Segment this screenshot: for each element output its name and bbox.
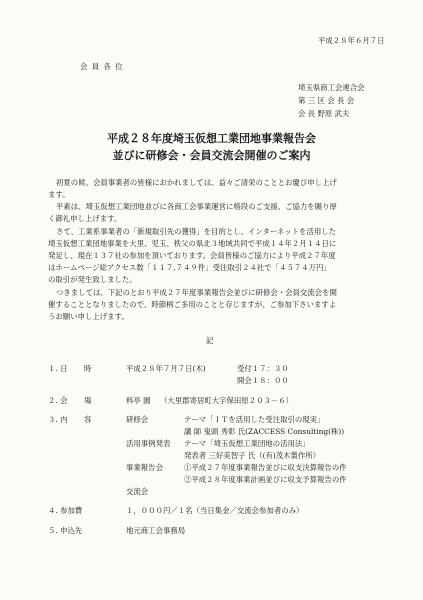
issue-date: 平成２８年６月７日	[318, 36, 385, 45]
case-study-presenter: 発表者 三好美智子 氏（(有)茂木製作所）	[184, 451, 321, 460]
text-line: く御礼申し上げます。	[48, 214, 122, 223]
reception-time: 受付１７：３０	[237, 364, 289, 373]
networking-label: 交流会	[126, 487, 149, 496]
venue-address: （大里郡寄居町大字保田原２０３－６）	[160, 396, 294, 405]
case-study-theme: テーマ「埼玉仮想工業団地の活用法」	[184, 439, 310, 448]
item-1-label: 時	[84, 364, 92, 373]
seminar-lecturer: 講 師 鬼頭 秀彰 氏(ZACCESS Consulting(株))	[184, 427, 345, 436]
text-line: さて、工業系事業者の「新規取引先の獲得」を目的とし、インターネットを活用した	[56, 227, 337, 236]
text-line: 催することとなりましたので、時節柄ご多用のことと存じますが、ご参加下さいますよ	[48, 300, 337, 309]
text-line: の取引が発生致しました。	[48, 275, 137, 284]
sender-dept: 第 三 区 会 長 会	[298, 96, 355, 105]
text-line: ます。	[48, 190, 70, 199]
sender-chair: 会 長 野原 武夫	[298, 109, 350, 118]
report-meeting-label: 事業報告会	[126, 463, 163, 472]
application-destination: 地元商工会事務局	[126, 526, 186, 535]
report-item-1: ①平成２７年度事業報告並びに収支決算報告の件	[184, 463, 347, 472]
item-3-number: ３. 内	[48, 415, 68, 424]
title-line-2: 並びに研修会・会員交流会開催のご案内	[112, 149, 311, 162]
fee-value: １，０００円／１名（当日集金／交流会参加者のみ）	[126, 506, 304, 515]
paragraph-thanks	[48, 201, 384, 225]
seminar-label: 研修会	[126, 415, 149, 424]
seminar-theme: テーマ「ＩＴを活用した受注取引の現実」	[184, 415, 325, 424]
item-2-number: ２. 会	[48, 396, 68, 405]
paragraph-greeting	[48, 177, 384, 201]
text-line: 埼玉仮想工業団地事業を大里、児玉、秩父の県北３地域共同で平成１４年２月１４日に	[48, 239, 337, 248]
paragraph-invitation	[48, 287, 384, 323]
item-5-number: ５. 申込先	[48, 526, 83, 535]
case-study-label: 活用事例発表	[126, 439, 171, 448]
title-line-1: 平成２８年度埼玉仮想工業団地事業報告会	[107, 132, 316, 145]
item-3-label: 容	[84, 415, 92, 424]
text-line: うお願い申し上げます。	[48, 312, 129, 321]
item-2-label: 場	[84, 396, 92, 405]
text-line: 初夏の候、会員事業者の皆様におかれましては、益々ご清栄のこととお慶び申し上げ	[56, 178, 337, 187]
opening-time: 開会１８：００	[237, 376, 289, 385]
text-line: つきましては、下記のとおり平成２７年度事業報告会並びに研修会・会員交流会を開	[56, 288, 337, 297]
item-4-number: ４. 参加費	[48, 506, 83, 515]
text-line: はホームページ総アクセス数「１１７,７４９件」受注取引２４社で「４５７４万円」	[48, 263, 331, 272]
event-date: 平成２８年７月７日(木)	[126, 364, 206, 373]
addressee: 会 員 各 位	[80, 62, 124, 71]
item-1-number: １. 日	[48, 364, 68, 373]
venue-name: 料亭 園	[126, 396, 151, 405]
paragraph-background	[48, 226, 384, 286]
ki-heading: 記	[206, 336, 214, 345]
text-line: 平素は、埼玉仮想工業団地並びに各商工会事業運営に格段のご支援、ご協力を賜り厚	[56, 202, 337, 211]
report-item-2: ②平成２８年度事業計画並びに収支予算報告の件	[184, 475, 347, 484]
text-line: 発足し、現在１３７社の参加を頂いております。会員皆様のご協力により平成２７年度	[48, 251, 336, 260]
sender-org: 埼玉県商工会連合会	[298, 83, 365, 92]
